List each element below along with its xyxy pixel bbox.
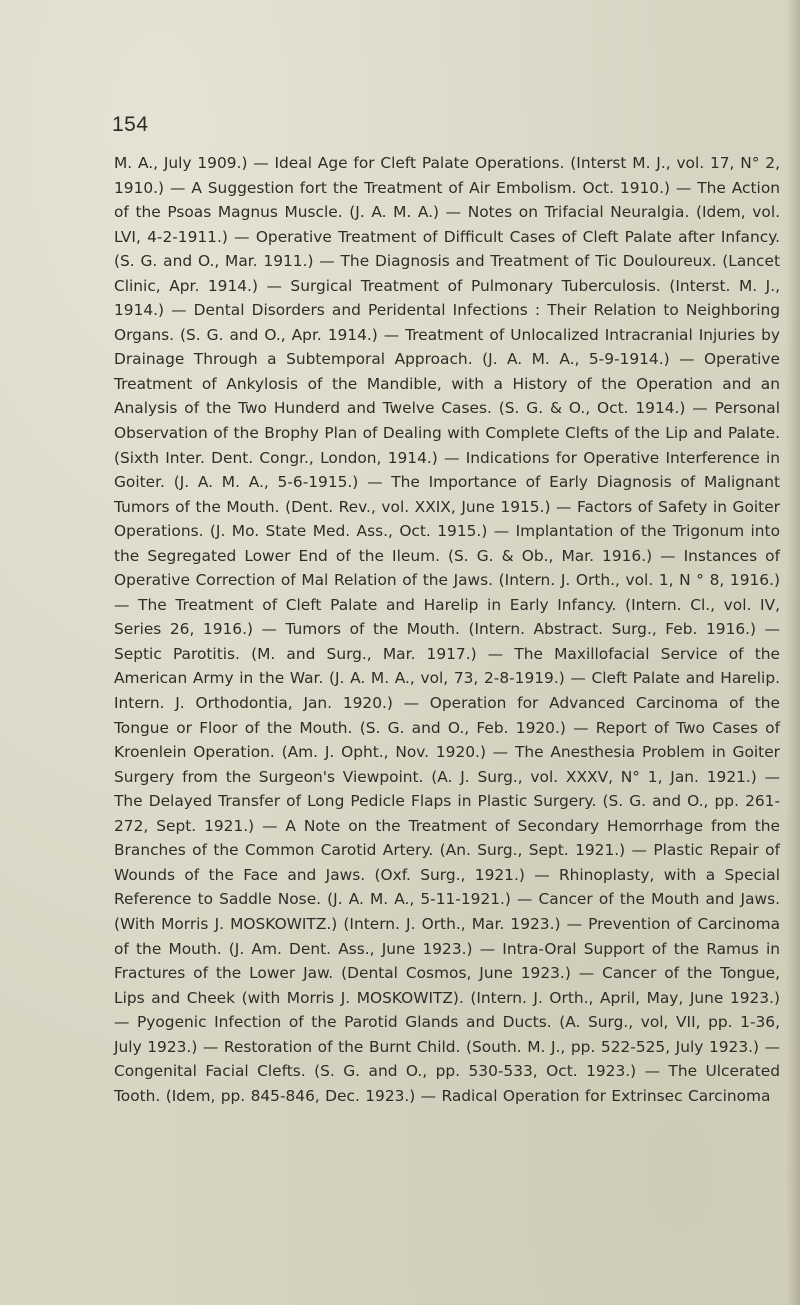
page-edge-shadow: [786, 0, 800, 1305]
page-number: 154: [112, 113, 149, 136]
bibliography-paragraph: M. A., July 1909.) — Ideal Age for Cleft Palate Operations. (Interst M. J., vol. 17, N° 2, 1910.) — A Suggestion fort the Treatment of Air Embolism. Oct. 1910.) — The Action of the Psoas Magnus Muscle. (J. A. M. A.) — Notes on Trifacial Neuralgia. (Idem, vol. LVI, 4-2-1911.) — Operative Treatment of Difficult Cases of Cleft Palate after Infancy. (S. G. and O., Mar. 1911.) — The Diagnosis and Treatment of Tic Douloureux. (Lancet Clinic, Apr. 1914.) — Surgical Treatment of Pulmonary Tuberculosis. (Interst. M. J., 1914.) — Dental Disorders and Peridental Infections : Their Relation to Neighboring Organs. (S. G. and O., Apr. 1914.) — Treatment of Unlocalized Intracranial Injuries by Drainage Through a Subtemporal Approach. (J. A. M. A., 5-9-1914.) — Operative Treatment of Ankylosis of the Mandible, with a History of the Operation and an Analysis of the Two Hunderd and Twelve Cases. (S. G. & O., Oct. 1914.) — Personal Observation of the Brophy Plan of Dealing with Complete Clefts of the Lip and Palate. (Sixth Inter. Dent. Congr., London, 1914.) — Indications for Operative Interference in Goiter. (J. A. M. A., 5-6-1915.) — The Importance of Early Diagnosis of Malignant Tumors of the Mouth. (Dent. Rev., vol. XXIX, June 1915.) — Factors of Safety in Goiter Operations. (J. Mo. State Med. Ass., Oct. 1915.) — Implantation of the Trigonum into the Segregated Lower End of the Ileum. (S. G. & Ob., Mar. 1916.) — Instances of Operative Correction of Mal Relation of the Jaws. (Intern. J. Orth., vol. 1, N ° 8, 1916.) — The Treatment of Cleft Palate and Harelip in Early Infancy. (Intern. Cl., vol. IV, Series 26, 1916.) — Tumors of the Mouth. (Intern. Abstract. Surg., Feb. 1916.) — Septic Parotitis. (M. and Surg., Mar. 1917.) — The Maxillofacial Service of the American Army in the War. (J. A. M. A., vol, 73, 2-8-1919.) — Cleft Palate and Harelip. Intern. J. Orthodontia, Jan. 1920.) — Operation for Advanced Carcinoma of the Tongue or Floor of the Mouth. (S. G. and O., Feb. 1920.) — Report of Two Cases of Kroenlein Operation. (Am. J. Opht., Nov. 1920.) — The Anesthesia Problem in Goiter Surgery from the Surgeon's Viewpoint. (A. J. Surg., vol. XXXV, N° 1, Jan. 1921.) — The Delayed Transfer of Long Pedicle Flaps in Plastic Surgery. (S. G. and O., pp. 261-272, Sept. 1921.) — A Note on the Treatment of Secondary Hemorrhage from the Branches of the Common Carotid Artery. (An. Surg., Sept. 1921.) — Plastic Repair of Wounds of the Face and Jaws. (Oxf. Surg., 1921.) — Rhinoplasty, with a Special Reference to Saddle Nose. (J. A. M. A., 5-11-1921.) — Cancer of the Mouth and Jaws. (With Morris J. MOSKOWITZ.) (Intern. J. Orth., Mar. 1923.) — Prevention of Carcinoma of the Mouth. (J. Am. Dent. Ass., June 1923.) — Intra-Oral Support of the Ramus in Fractures of the Lower Jaw. (Dental Cosmos, June 1923.) — Cancer of the Tongue, Lips and Cheek (with Morris J. MOSKOWITZ). (Intern. J. Orth., April, May, June 1923.) — Pyogenic Infection of the Parotid Glands and Ducts. (A. Surg., vol, VII, pp. 1-36, July 1923.) — Restoration of the Burnt Child. (South. M. J., pp. 522-525, July 1923.) — Congenital Facial Clefts. (S. G. and O., pp. 530-533, Oct. 1923.) — The Ulcerated Tooth. (Idem, pp. 845-846, Dec. 1923.) — Radical Operation for Extrinsec Carcinoma: [114, 154, 780, 1105]
